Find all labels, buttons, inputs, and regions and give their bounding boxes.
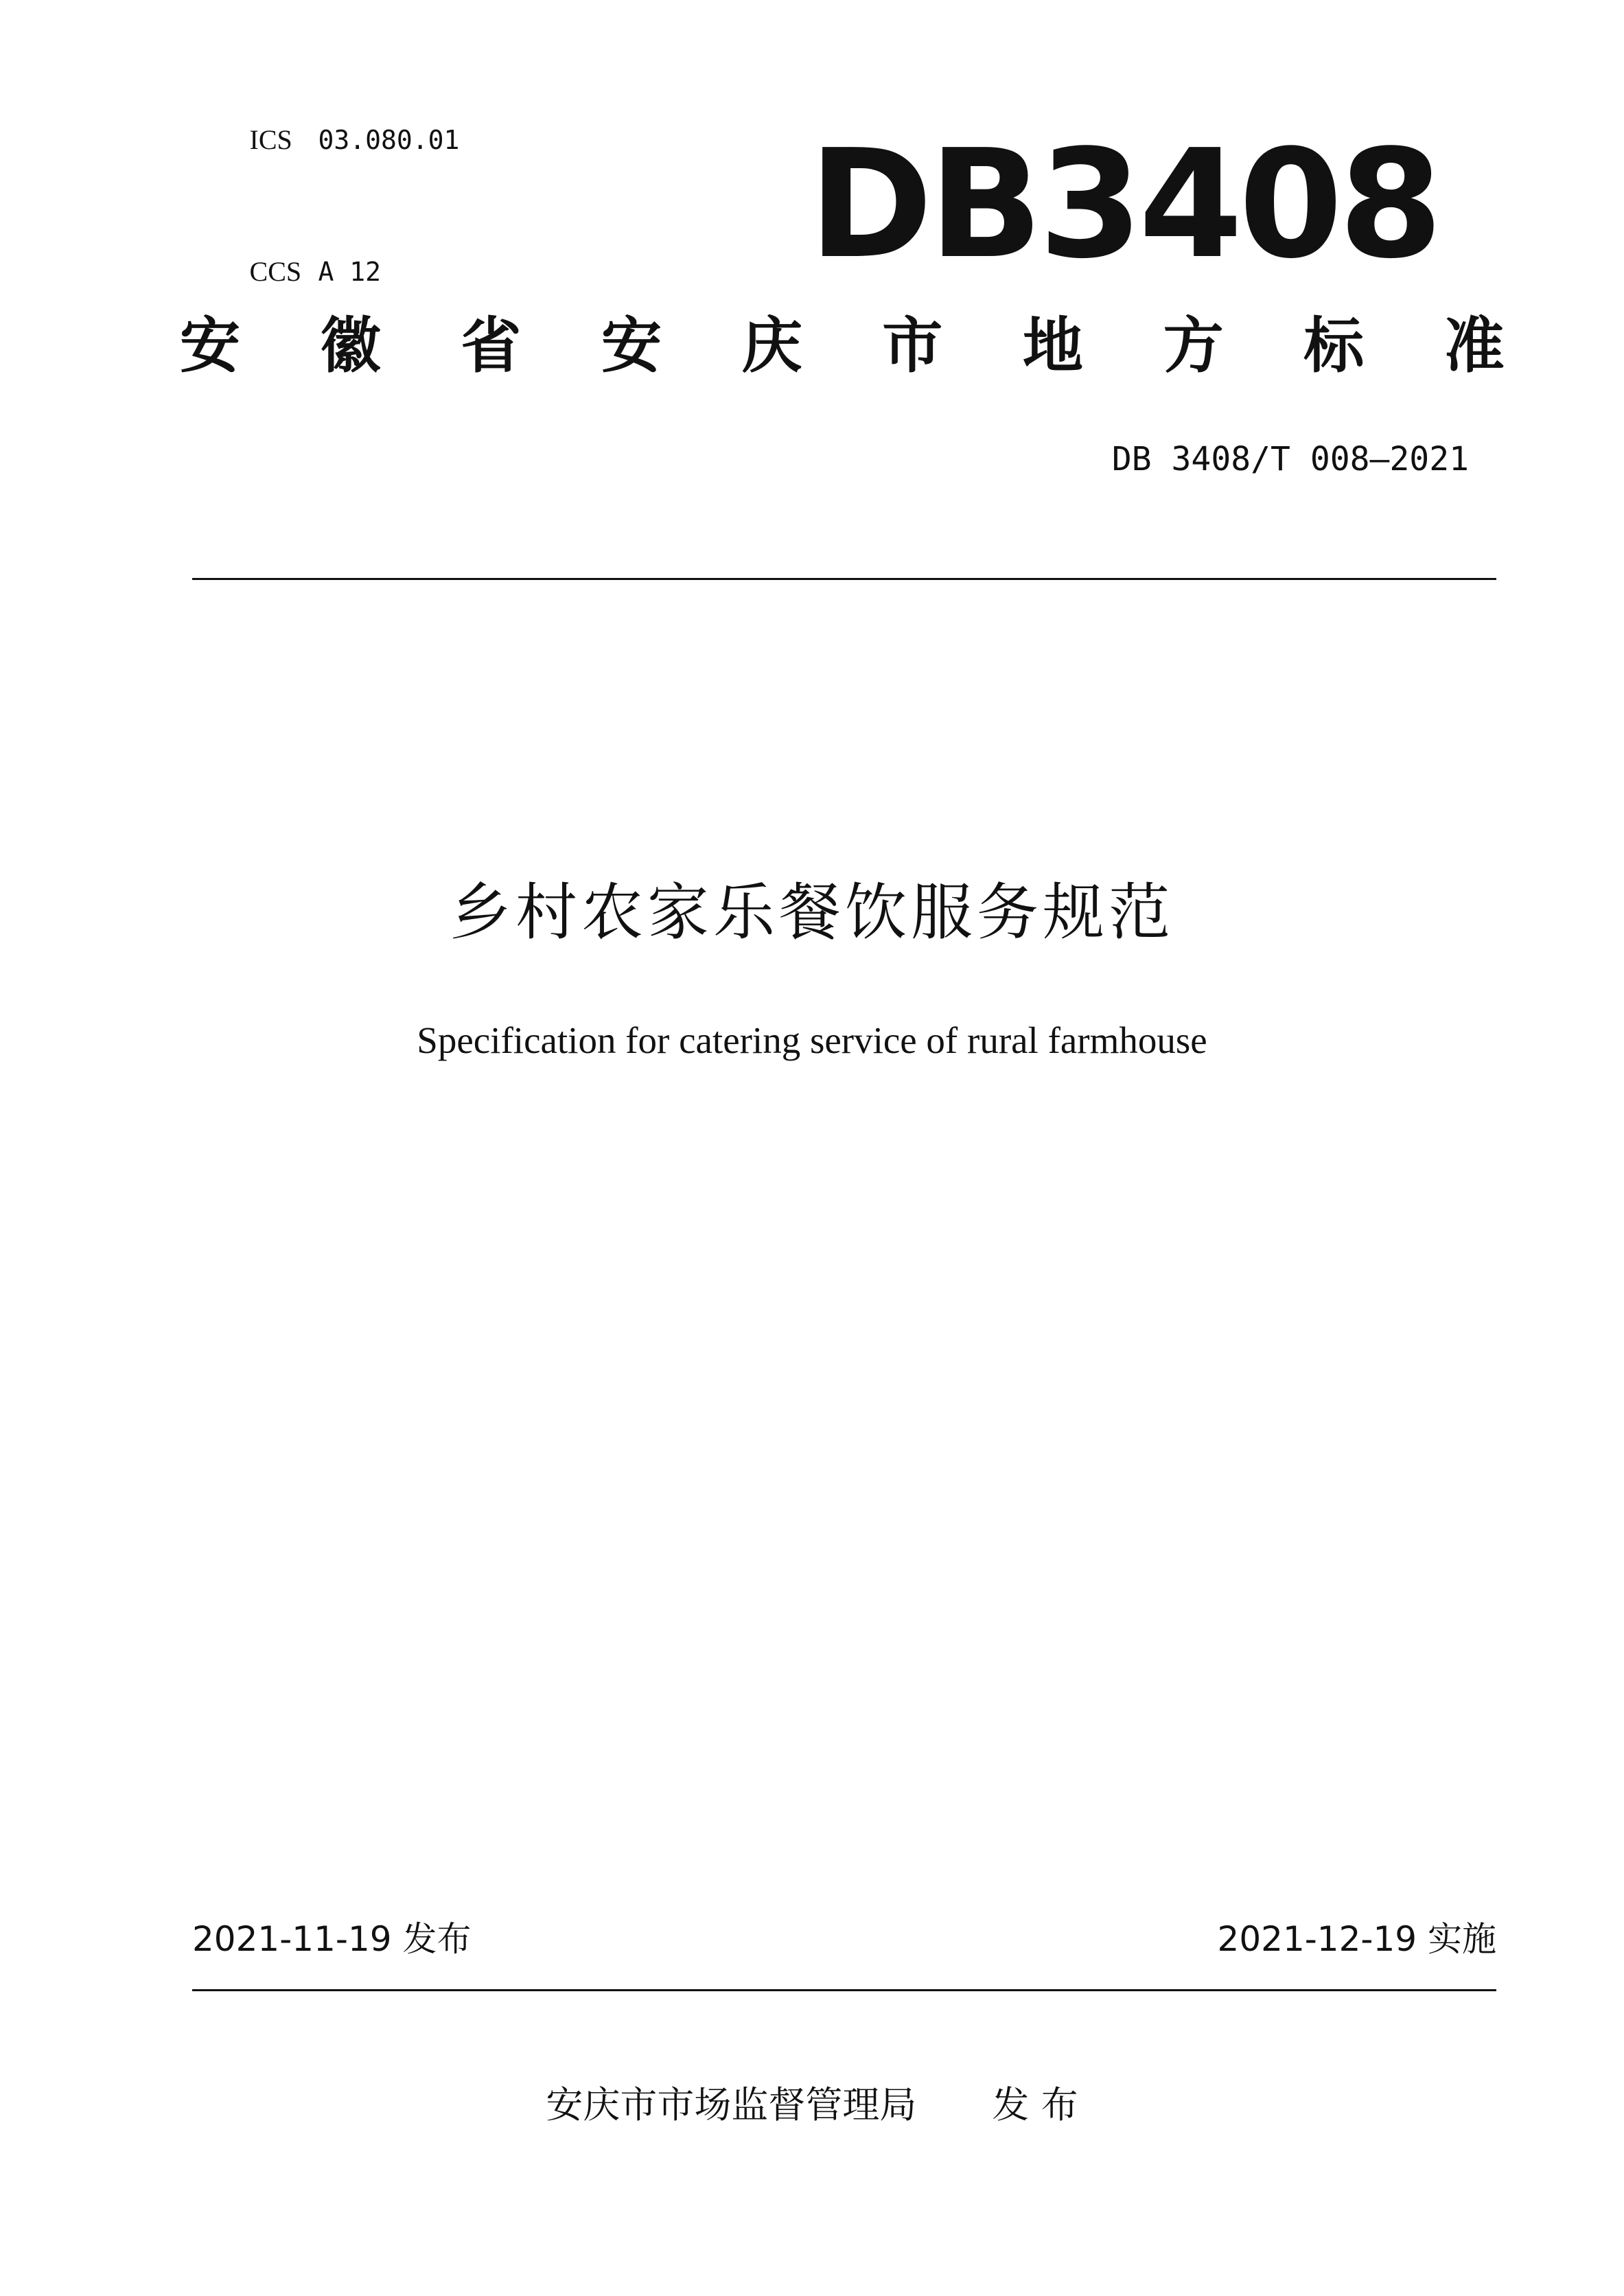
ics-label: ICS: [249, 124, 292, 155]
ics-value: 03.080.01: [318, 125, 460, 155]
issuing-level-title: [180, 310, 1505, 381]
level-title-char: 徽: [320, 310, 381, 381]
level-title-char: 安: [601, 310, 662, 381]
issuer-line: [0, 2083, 1624, 2126]
level-title-char: 准: [1443, 310, 1505, 381]
chinese-title: 乡村农家乐餐饮服务规范: [450, 877, 1174, 949]
level-title-char: 安: [180, 310, 241, 381]
level-title-char: 市: [882, 310, 943, 381]
implementation-date: 2021-12-19 实施: [1217, 1919, 1496, 1959]
top-divider: [192, 578, 1496, 580]
classification-codes: [187, 74, 459, 338]
level-title-char: 省: [461, 310, 522, 381]
issuer-name: 安庆市市场监督管理局: [546, 2083, 917, 2126]
issuer-action: 发 布: [992, 2083, 1078, 2126]
ccs-label: CCS: [249, 256, 302, 287]
ics-row: [187, 74, 459, 206]
level-title-char: 方: [1163, 310, 1224, 381]
standard-number: DB 3408/T 008—2021: [1111, 440, 1469, 478]
level-title-char: 标: [1303, 310, 1365, 381]
level-title-char: 庆: [741, 310, 802, 381]
english-title: Specification for catering service of rural farmhouse: [417, 1019, 1207, 1061]
standard-code-mark: DB3408: [809, 118, 1439, 292]
level-title-char: 地: [1022, 310, 1083, 381]
ccs-value: A 12: [318, 257, 382, 287]
bottom-divider: [192, 1989, 1496, 1991]
issue-date: 2021-11-19 发布: [192, 1919, 472, 1959]
